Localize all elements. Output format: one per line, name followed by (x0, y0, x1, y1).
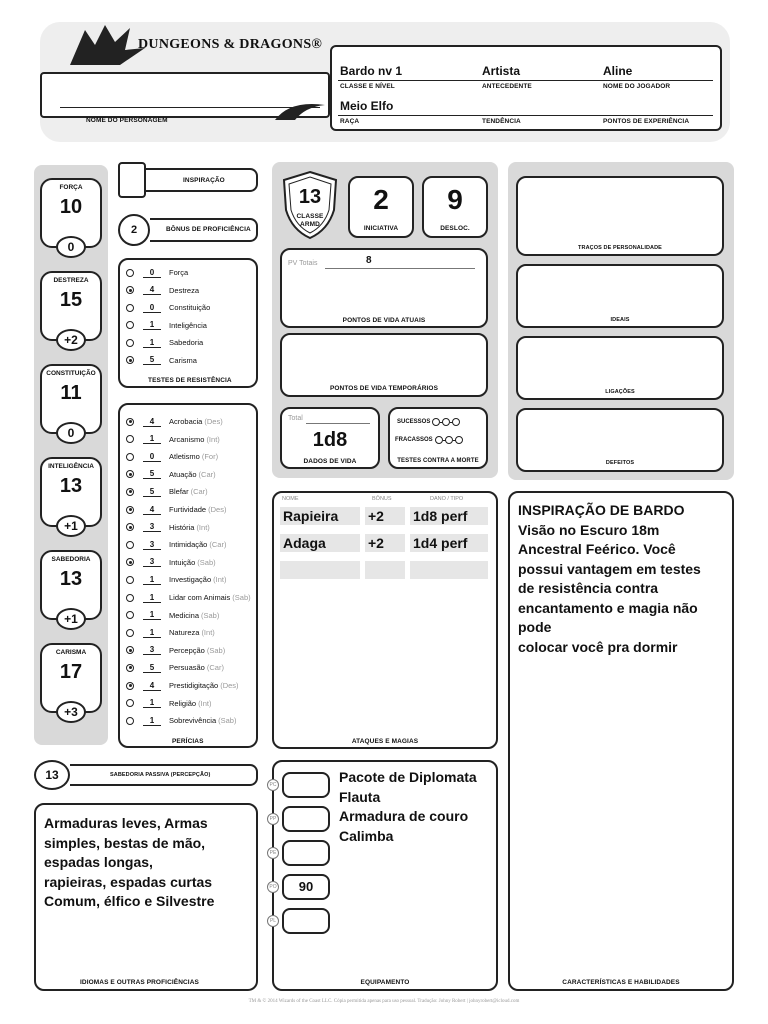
text-line: possui vantagem em testes (518, 560, 701, 577)
saving-throw-row[interactable] (126, 264, 188, 281)
hit-dice-value: 1d8 (312, 429, 348, 451)
proficiency-checkbox[interactable] (126, 453, 134, 461)
logo-text: DUNGEONS & DRAGONS® (138, 37, 323, 52)
skill-attribute: (Int) (201, 628, 215, 638)
skill-attribute: (Car) (198, 469, 216, 479)
proficiency-checkbox[interactable] (126, 611, 134, 619)
skill-name: Blefar (169, 487, 189, 497)
skill-row[interactable] (126, 712, 236, 729)
ability-modifier[interactable]: +1 (56, 608, 86, 630)
skill-row[interactable] (126, 448, 218, 465)
skill-value: 1 (143, 610, 161, 620)
ability-name: DESTREZA (53, 277, 89, 284)
text-line: Flauta (339, 788, 381, 805)
bonds-label: LIGAÇÕES (605, 389, 635, 395)
skill-value: 3 (143, 645, 161, 655)
saving-throw-row[interactable] (126, 334, 203, 351)
coin-label: PL (267, 915, 279, 927)
text-line: rapieiras, espadas curtas (44, 873, 213, 890)
skill-attribute: (Int) (206, 434, 220, 444)
hp-max-value[interactable]: 8 (366, 255, 372, 266)
skill-attribute: (Sab) (218, 716, 237, 726)
saving-throw-value: 1 (143, 320, 161, 330)
skill-value: 3 (143, 557, 161, 567)
skill-name: Atuação (169, 469, 197, 479)
proficiency-checkbox[interactable] (126, 435, 134, 443)
passive-perception-circle[interactable]: 13 (34, 760, 70, 790)
proficiency-checkbox[interactable] (126, 304, 134, 312)
dragon-logo-icon (60, 20, 150, 70)
skill-name: Arcanismo (169, 434, 205, 444)
saving-throw-value: 4 (143, 285, 161, 295)
proficiency-checkbox[interactable] (126, 664, 134, 672)
saving-throws-label: TESTES DE RESISTÊNCIA (148, 377, 232, 384)
player-name-value[interactable]: Aline (603, 64, 633, 78)
skill-name: Acrobacia (169, 417, 203, 426)
saving-throw-row[interactable] (126, 299, 210, 316)
skill-row[interactable] (126, 659, 224, 676)
attack-bonus[interactable]: +2 (365, 534, 405, 552)
skill-attribute: (Car) (206, 663, 224, 673)
proficiency-checkbox[interactable] (126, 717, 134, 725)
text-line: colocar você pra dormir (518, 638, 678, 655)
character-name-label: NOME DO PERSONAGEM (86, 117, 168, 124)
hp-max-label: PV Totais (288, 260, 318, 267)
proficiency-checkbox[interactable] (126, 523, 134, 531)
failures-label: FRACASSOS (395, 437, 433, 443)
saving-throw-name: Sabedoria (169, 338, 204, 347)
skill-name: Persuasão (169, 663, 205, 673)
text-line: Visão no Escuro 18m (518, 521, 660, 538)
skill-attribute: (Des) (208, 505, 227, 514)
ability-score[interactable]: 11 (60, 382, 82, 404)
coin-label: PE (267, 847, 279, 859)
hit-dice-label: DADOS DE VIDA (303, 458, 357, 465)
proficiency-checkbox[interactable] (126, 594, 134, 602)
text-line: Ancestral Feérico. Você (518, 541, 676, 557)
saving-throw-name: Destreza (169, 285, 200, 295)
saving-throw-row[interactable] (126, 352, 197, 369)
skill-value: 4 (143, 505, 161, 515)
skill-value: 4 (143, 417, 161, 427)
saving-throw-value: 0 (143, 268, 161, 278)
armor-class-value[interactable]: 13 (298, 186, 322, 208)
saving-throw-value: 1 (143, 338, 161, 348)
class-level-label: CLASSE E NÍVEL (340, 83, 395, 90)
ability-modifier[interactable]: +1 (56, 515, 86, 537)
ability-score[interactable]: 13 (59, 568, 83, 590)
proficiency-checkbox[interactable] (126, 541, 134, 549)
attacks-col-damage: DANO / TIPO (430, 496, 464, 502)
skill-name: Intuição (169, 557, 196, 567)
text-line: encantamento e magia não (518, 599, 698, 616)
text-line: Armaduras leves, Armas (44, 815, 208, 831)
features-label: CARACTERÍSTICAS E HABILIDADES (562, 979, 680, 986)
proficiency-checkbox[interactable] (126, 558, 134, 566)
attack-damage[interactable] (410, 561, 488, 579)
skill-value: 5 (143, 487, 161, 497)
player-name-label: NOME DO JOGADOR (603, 83, 671, 90)
skill-attribute: (Sab) (206, 645, 226, 655)
proficiency-checkbox[interactable] (126, 488, 134, 496)
proficiencies-text (44, 814, 254, 912)
success-checkbox-1[interactable] (432, 418, 440, 426)
coin-field[interactable] (282, 908, 330, 934)
proficiency-checkbox[interactable] (126, 699, 134, 707)
skill-name: Lidar com Animais (169, 593, 231, 602)
ability-block (40, 643, 102, 727)
passive-perception-label: SABEDORIA PASSIVA (PERCEPÇÃO) (110, 772, 211, 778)
skill-name: Furtividade (169, 505, 207, 514)
initiative-label: INICIATIVA (363, 225, 399, 232)
skill-value: 1 (143, 698, 161, 708)
proficiency-label: BÔNUS DE PROFICIÊNCIA (166, 226, 251, 233)
hit-dice-total-label: Total (288, 415, 303, 422)
race-label: RAÇA (340, 118, 360, 125)
current-hp-label: PONTOS DE VIDA ATUAIS (342, 317, 426, 324)
text-line: Comum, élfico e Silvestre (44, 893, 215, 909)
ability-modifier[interactable]: 0 (56, 236, 86, 258)
skill-row[interactable] (126, 519, 210, 536)
skill-value: 5 (143, 663, 161, 673)
armor-class-label-1: CLASSE (296, 213, 324, 220)
initiative-value: 2 (373, 184, 389, 215)
alignment-label: TENDÊNCIA (482, 118, 521, 125)
footer-copyright: TM & © 2014 Wizards of the Coast LLC. Cópia permitida apenas para uso pessoal. Tradução: Johny Robert | johnyrobert@icloud.com (248, 999, 520, 1004)
ability-name: CONSTITUIÇÃO (46, 370, 96, 377)
skill-row[interactable] (126, 413, 223, 430)
skill-name: Percepção (169, 645, 205, 655)
skill-attribute: (Sab) (197, 557, 216, 567)
ability-block (40, 364, 102, 448)
temp-hp-label: PONTOS DE VIDA TEMPORÁRIOS (329, 385, 439, 392)
proficiency-checkbox[interactable] (126, 321, 134, 329)
skill-row[interactable] (126, 642, 225, 659)
ability-name: SABEDORIA (51, 556, 91, 563)
personality-traits-label: TRAÇOS DE PERSONALIDADE (578, 245, 662, 251)
failure-checkbox-3[interactable] (455, 436, 463, 444)
ability-name: CARISMA (55, 649, 87, 656)
attacks-col-bonus: BÔNUS (372, 496, 392, 502)
skill-row[interactable] (126, 695, 211, 712)
class-level-value[interactable]: Bardo nv 1 (340, 64, 403, 78)
background-label: ANTECEDENTE (482, 83, 532, 90)
attack-name[interactable] (280, 561, 360, 579)
skill-row[interactable] (126, 483, 208, 500)
skill-row[interactable] (126, 501, 226, 518)
skill-name: Intimidação (169, 540, 208, 550)
skill-name: Investigação (169, 575, 212, 585)
skill-value: 1 (143, 628, 161, 638)
successes-label: SUCESSOS (397, 419, 431, 425)
proficiencies-label: IDIOMAS E OUTRAS PROFICIÊNCIAS (80, 979, 199, 986)
attacks-label: ATAQUES E MAGIAS (351, 738, 419, 745)
text-line: espadas longas, (44, 854, 153, 870)
ability-score[interactable]: 17 (59, 661, 83, 683)
speed-label: DESLOC. (440, 225, 470, 232)
proficiency-checkbox[interactable] (126, 682, 134, 690)
proficiency-checkbox[interactable] (126, 339, 134, 347)
inspiration-label: INSPIRAÇÃO (183, 177, 225, 184)
skill-name: Prestidigitação (169, 681, 219, 690)
saving-throw-name: Inteligência (169, 320, 207, 330)
skill-row[interactable] (126, 466, 216, 483)
skill-row[interactable] (126, 554, 216, 571)
race-value[interactable]: Meio Elfo (340, 99, 394, 113)
text-line: Pacote de Diplomata (339, 769, 477, 785)
skill-value: 1 (143, 593, 161, 603)
skill-value: 1 (143, 716, 161, 726)
skill-attribute: (Car) (190, 487, 208, 497)
skill-row[interactable] (126, 677, 239, 694)
xp-label: PONTOS DE EXPERIÊNCIA (603, 118, 690, 125)
attack-name[interactable]: Rapieira (280, 507, 360, 525)
attack-damage[interactable]: 1d4 perf (410, 534, 488, 552)
skill-attribute: (Int) (198, 698, 212, 708)
skill-row[interactable] (126, 571, 226, 588)
coin-label: PP (267, 813, 279, 825)
skill-row[interactable] (126, 624, 215, 641)
attacks-col-name: NOME (282, 496, 299, 502)
skill-row[interactable] (126, 536, 226, 553)
ability-score[interactable]: 15 (59, 289, 83, 311)
proficiency-checkbox[interactable] (126, 286, 134, 294)
coin-field[interactable]: 90 (282, 874, 330, 900)
features-text (518, 501, 730, 657)
saving-throw-name: Carisma (169, 355, 197, 365)
success-checkbox-2[interactable] (442, 418, 450, 426)
ability-modifier[interactable]: +2 (56, 329, 86, 351)
skill-attribute: (Des) (220, 681, 239, 690)
text-line: Armadura de couro (339, 808, 469, 824)
text-line: Calimba (339, 827, 394, 844)
attack-bonus[interactable]: +2 (365, 507, 405, 525)
skill-value: 1 (143, 434, 161, 444)
skill-row[interactable] (126, 607, 219, 624)
text-line: de resistência contra (518, 580, 659, 596)
armor-class-label-2: ARMD (300, 221, 320, 228)
coin-label: PO (267, 881, 279, 893)
ability-name: FORÇA (59, 184, 83, 191)
personality-traits-box[interactable] (516, 176, 724, 256)
ability-name: INTELIGÊNCIA (48, 463, 94, 470)
saving-throw-value: 0 (143, 303, 161, 313)
skill-name: Religião (169, 698, 197, 708)
ability-score[interactable]: 13 (59, 475, 83, 497)
proficiency-checkbox[interactable] (126, 418, 134, 426)
proficiency-checkbox[interactable] (126, 269, 134, 277)
saving-throw-row[interactable] (126, 282, 199, 299)
skill-value: 1 (143, 575, 161, 585)
ability-modifier[interactable]: +3 (56, 701, 86, 723)
attack-name[interactable]: Adaga (280, 534, 360, 552)
skill-name: Sobrevivência (169, 716, 217, 726)
flaws-label: DEFEITOS (605, 460, 635, 466)
ideals-label: IDEAIS (610, 317, 630, 323)
proficiency-checkbox[interactable] (126, 470, 134, 478)
ability-modifier[interactable]: 0 (56, 422, 86, 444)
skill-attribute: (Car) (209, 540, 227, 550)
proficiency-checkbox[interactable] (126, 576, 134, 584)
death-saves-label: TESTES CONTRA A MORTE (397, 458, 479, 464)
skills-label: PERÍCIAS (172, 738, 204, 745)
skill-value: 4 (143, 681, 161, 691)
background-value[interactable]: Artista (482, 64, 521, 78)
success-checkbox-3[interactable] (452, 418, 460, 426)
proficiency-checkbox[interactable] (126, 646, 134, 654)
skill-name: História (169, 522, 195, 532)
failure-checkbox-1[interactable] (435, 436, 443, 444)
skill-name: Medicina (169, 610, 200, 620)
coin-field[interactable] (282, 840, 330, 866)
saving-throw-name: Força (169, 268, 189, 277)
saving-throw-name: Constituição (169, 303, 211, 312)
coin-label: PC (267, 779, 279, 791)
skill-row[interactable] (126, 589, 251, 606)
text-line: simples, bestas de mão, (44, 834, 206, 851)
coin-field[interactable] (282, 772, 330, 798)
skill-value: 3 (143, 540, 161, 550)
skill-name: Natureza (169, 628, 200, 638)
dragon-tail-icon (270, 95, 330, 125)
equipment-list[interactable] (339, 768, 495, 846)
skill-attribute: (Int) (196, 522, 210, 532)
saving-throw-value: 5 (143, 355, 161, 365)
skill-value: 0 (143, 452, 161, 462)
skill-value: 3 (143, 522, 161, 532)
proficiency-checkbox[interactable] (126, 629, 134, 637)
skill-value: 5 (143, 469, 161, 479)
skill-row[interactable] (126, 431, 220, 448)
equipment-label: EQUIPAMENTO (360, 979, 410, 986)
proficiency-bonus-circle[interactable]: 2 (118, 214, 150, 246)
failure-checkbox-2[interactable] (445, 436, 453, 444)
proficiency-checkbox[interactable] (126, 356, 134, 364)
inspiration-box[interactable] (118, 162, 146, 198)
attack-damage[interactable]: 1d8 perf (410, 507, 488, 525)
ability-block (40, 178, 102, 262)
skill-attribute: (Sab) (232, 593, 251, 602)
proficiency-checkbox[interactable] (126, 506, 134, 514)
attacks-box (272, 491, 498, 749)
skill-attribute: (Des) (204, 417, 223, 426)
attack-bonus[interactable] (365, 561, 405, 579)
skill-name: Atletismo (169, 452, 200, 462)
ability-block (40, 550, 102, 634)
coin-field[interactable] (282, 806, 330, 832)
skill-attribute: (Int) (213, 575, 227, 585)
speed-value: 9 (447, 184, 463, 215)
ability-score[interactable]: 10 (59, 196, 83, 218)
skill-attribute: (Sab) (201, 610, 220, 620)
saving-throw-row[interactable] (126, 317, 207, 334)
text-line: INSPIRAÇÃO DE BARDO (518, 502, 685, 518)
skill-attribute: (For) (201, 452, 219, 462)
ability-block (40, 271, 102, 355)
text-line: pode (518, 619, 552, 635)
ability-block (40, 457, 102, 541)
